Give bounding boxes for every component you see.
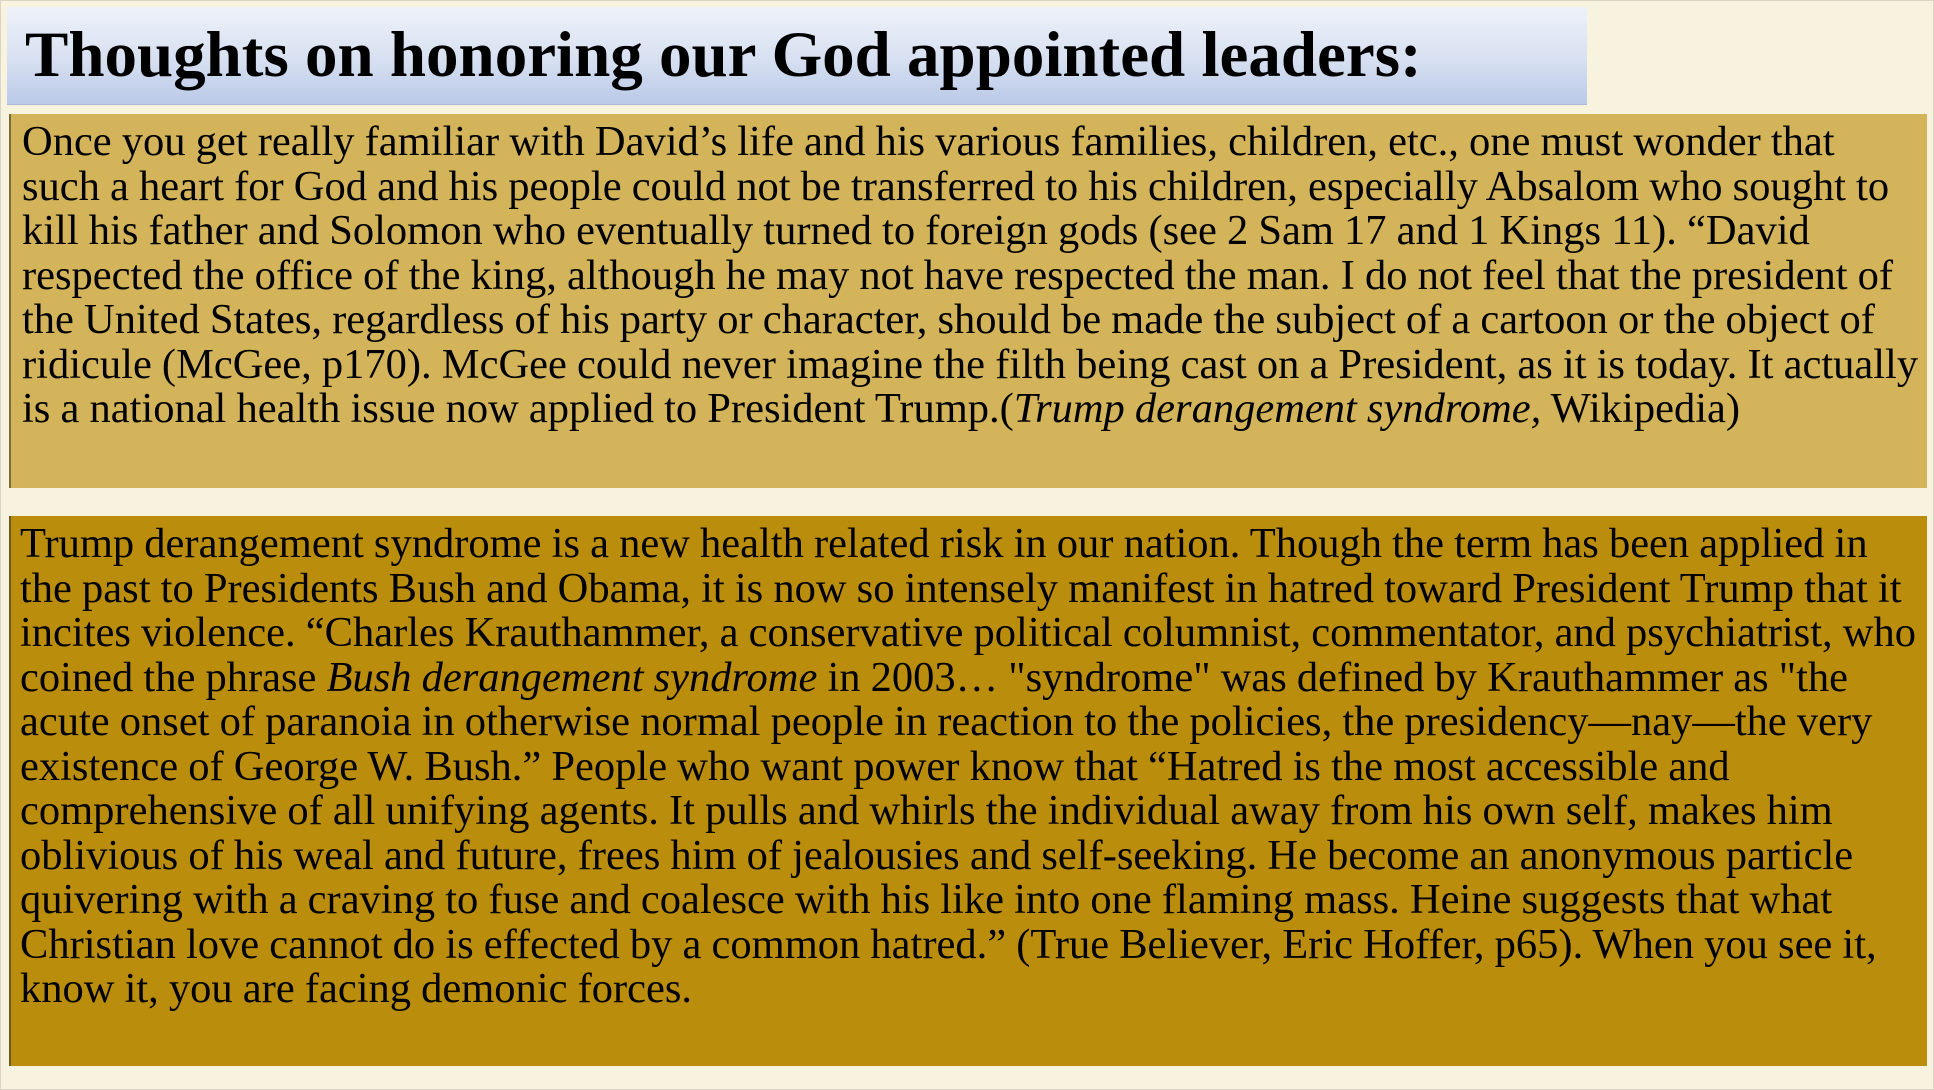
title-box (7, 7, 1587, 105)
slide-title: Thoughts on honoring our God appointed leaders: (25, 19, 1422, 91)
citation-tail: Wikipedia) (1541, 385, 1741, 432)
text-box-david (9, 114, 1927, 488)
citation-italic: Trump derangement syndrome, (1013, 385, 1542, 432)
paragraph-derangement-part2: in 2003… "syndrome" was defined by Krauthammer as "the acute onset of paranoia in otherwise normal people in reaction to the policies, the presidency—nay—the very existence of George W. Bush.” People who want power know that “Hatred is the most accessible and comprehensive of all unifying agents. It pulls and whirls the individual away from his own self, makes him oblivious of his weal and future, frees him of jealousies and self-seeking. He become an anonymous particle quivering with a craving to fuse and coalesce with his like into one flaming mass. Heine suggests that what Christian love cannot do is effected by a common hatred.” (True Believer, Eric Hoffer, p65). When you see it, know it, you are facing demonic forces. (20, 653, 1877, 1012)
paragraph-david-text: Once you get really familiar with David’s life and his various families, children, etc., one must wonder that such a heart for God and his people could not be transferred to his children, especially Absalom who sought to kill his father and Solomon who eventually turned to foreign gods (see 2 Sam 17 and 1 Kings 11). “David respected the office of the king, although he may not have respected the man. I do not feel that the president of the United States, regardless of his party or character, should be made the subject of a cartoon or the object of ridicule (McGee, p170). McGee could never imagine the filth being cast on a President, as it is today. It actually is a national health issue now applied to President Trump.( (22, 118, 1919, 432)
text-box-derangement (9, 516, 1927, 1066)
paragraph-derangement-part1: Trump derangement syndrome is a new health related risk in our nation. Though the term has been applied in the past to Presidents Bush and Obama, it is now so intensely manifest in hatred toward President Trump that it incites violence. “Charles Krauthammer, a conservative political columnist, commentator, and psychiatrist, who coined the phrase (20, 520, 1916, 701)
paragraph-derangement (20, 522, 1919, 1012)
paragraph-david (22, 120, 1919, 432)
italic-phrase: Bush derangement syndrome (326, 653, 818, 701)
